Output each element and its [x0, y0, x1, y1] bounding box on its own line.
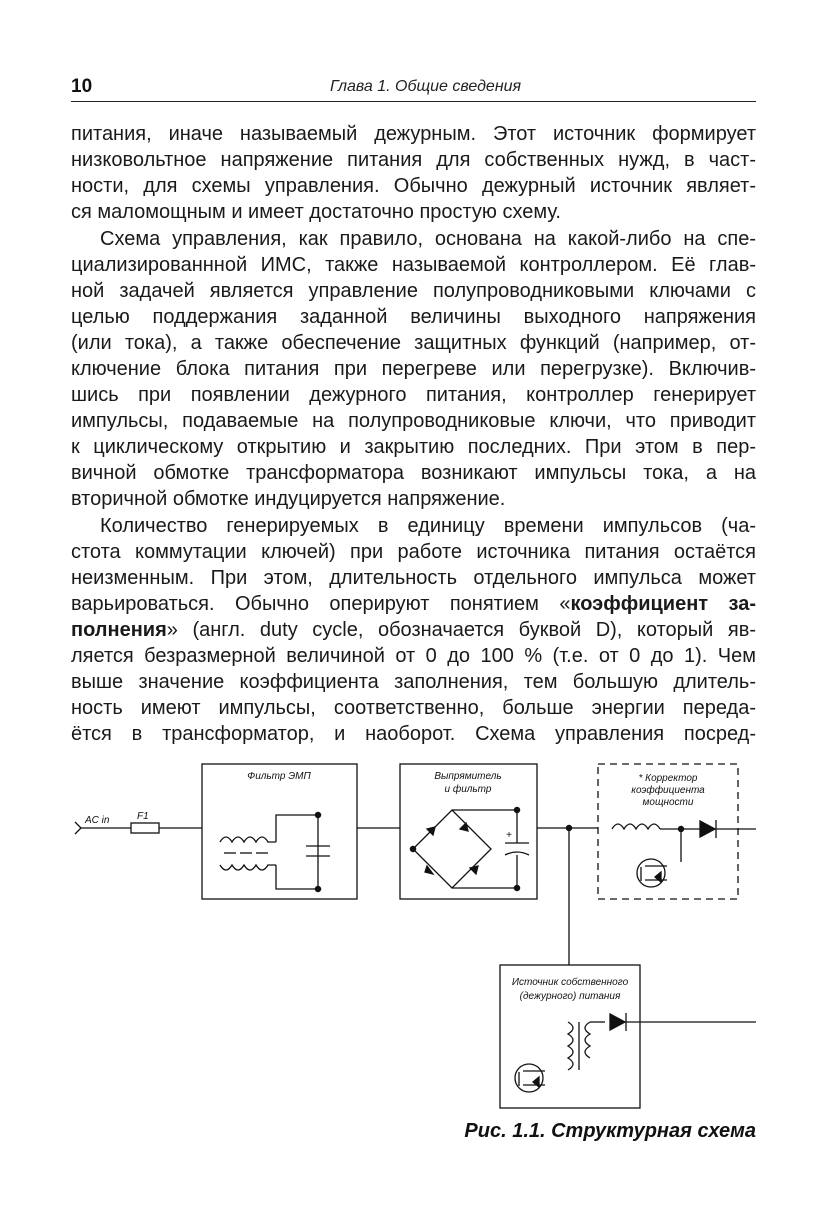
- ac-input: [75, 815, 131, 834]
- input-label: AC in: [85, 815, 110, 826]
- standby-label: (дежурного) питания: [519, 991, 621, 1002]
- text-line: ность имеют импульсы, соответственно, больше энергии переда-: [71, 697, 756, 719]
- text-line: стота коммутации ключей) при работе источника питания остаётся: [71, 541, 756, 563]
- pfc-block: [598, 764, 756, 899]
- text-line: целью поддержания заданной величины выходного напряжения: [71, 306, 756, 328]
- text-line: ляется безразмерной величиной от 0 до 100 % (т.е. от 0 до 1). Чем: [71, 645, 756, 667]
- emi-filter-block: [202, 764, 357, 899]
- rectifier-block: [400, 764, 537, 899]
- text-line: низковольтное напряжение питания для собственных нужд, в част-: [71, 149, 756, 171]
- cap-plus: +: [506, 830, 512, 841]
- rectifier-label: и фильтр: [444, 784, 492, 795]
- text-line: Схема управления, как правило, основана на какой-либо на спе-: [100, 228, 756, 250]
- emi-filter-label: Фильтр ЭМП: [247, 771, 311, 782]
- text-line: циализированнной ИМС, также называемой контроллером. Её глав-: [71, 254, 756, 276]
- text-line: ётся в трансформатор, и наоборот. Схема управления посред-: [71, 723, 756, 745]
- text-line: ключение блока питания при перегреве или перегрузке). Включив-: [71, 358, 756, 380]
- standby-label: Источник собственного: [511, 977, 629, 988]
- text-line: выше значение коэффициента заполнения, тем большую длитель-: [71, 671, 756, 693]
- fuse-label: F1: [137, 811, 149, 822]
- standby-block: [500, 965, 756, 1108]
- text-line: Количество генерируемых в единицу времени импульсов (ча-: [100, 515, 756, 537]
- text-line: вичной обмотке трансформатора возникают импульсы тока, а на: [71, 462, 756, 484]
- text-line: ся маломощным и имеет достаточно простую схему.: [71, 201, 561, 223]
- pfc-label: мощности: [642, 797, 694, 808]
- text-line-mixed: полнения» (англ. duty cycle, обозначается буквой D), который яв-: [71, 619, 756, 641]
- pfc-label: коэффициента: [631, 785, 705, 796]
- text-line: вторичной обмотке индуцируется напряжение.: [71, 488, 506, 510]
- figure-caption: Рис. 1.1. Структурная схема: [464, 1120, 756, 1142]
- text-line: ной задачей является управление полупроводниковыми ключами с: [71, 280, 756, 302]
- text-line: шись при появлении дежурного питания, контроллер генерирует: [71, 384, 756, 406]
- rectifier-label: Выпрямитель: [434, 771, 502, 782]
- text-line-mixed: варьироваться. Обычно оперируют понятием «коэффициент за-: [71, 593, 756, 615]
- page-number: 10: [71, 76, 93, 97]
- text-line: ности, для схемы управления. Обычно дежурный источник являет-: [71, 175, 756, 197]
- pfc-label: * Корректор: [638, 773, 698, 784]
- text-line: неизменным. При этом, длительность отдельного импульса может: [71, 567, 756, 589]
- text-line: импульсы, подаваемые на полупроводниковые ключи, что приводит: [71, 410, 756, 432]
- text-line: питания, иначе называемый дежурным. Этот источник формирует: [71, 123, 756, 145]
- text-line: к циклическому открытию и закрытию последних. При этом в пер-: [71, 436, 756, 458]
- text-line: (или тока), а также обеспечение защитных функций (например, от-: [71, 332, 756, 354]
- chapter-title: Глава 1. Общие сведения: [330, 78, 522, 95]
- fuse: [131, 811, 159, 833]
